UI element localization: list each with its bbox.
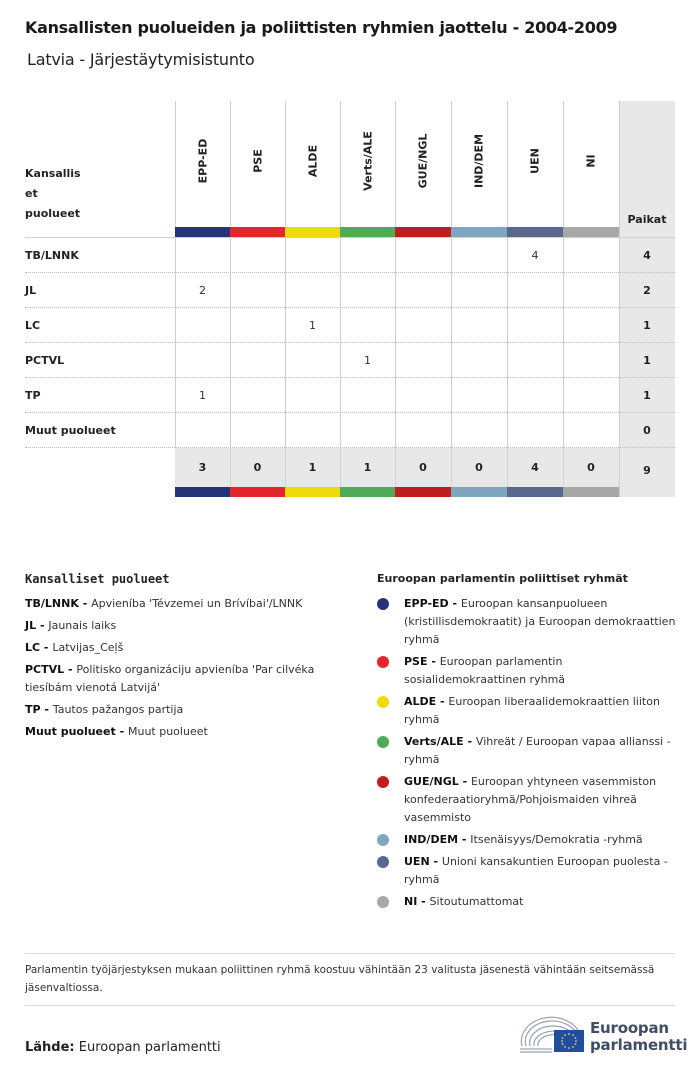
group-legend-item: EPP-ED - Euroopan kansanpuolueen (kristillisdemokraatit) ja Euroopan demokraattien ryhmä — [377, 595, 677, 649]
seat-cell: 1 — [199, 389, 206, 402]
group-legend-item: GUE/NGL - Euroopan yhtyneen vasemmiston konfederaatioryhmä/Pohjoismaiden vihreä vasemmisto — [377, 773, 677, 827]
column-header-vertsale: Verts/ALE — [361, 131, 374, 191]
page-title: Kansallisten puolueiden ja poliittisten ryhmien jaottelu - 2004-2009 — [25, 18, 618, 37]
hemicycle-icon — [518, 1016, 586, 1056]
table-row — [25, 308, 675, 343]
column-header-guengl: GUE/NGL — [416, 133, 430, 189]
table-row — [25, 273, 675, 308]
groups-legend-title: Euroopan parlamentin poliittiset ryhmät — [377, 572, 628, 585]
table-row — [25, 238, 675, 273]
national-legend-item: PCTVL - Politisko organizáciju apvieníba 'Par cilvéka tiesíbám vienotá Latvijá' — [25, 663, 315, 694]
european-parliament-logo — [518, 1016, 688, 1056]
column-divider — [285, 448, 286, 487]
party-label: PCTVL — [25, 354, 65, 367]
row-total: 2 — [643, 284, 651, 297]
national-legend-item: Muut puolueet - Muut puolueet — [25, 725, 208, 738]
page-subtitle: Latvia - Järjestäytymisistunto — [27, 50, 255, 69]
party-label: TP — [25, 389, 41, 402]
group-legend-item: PSE - Euroopan parlamentin sosialidemokraattinen ryhmä — [377, 653, 677, 689]
column-total: 3 — [198, 461, 207, 474]
group-color-bar — [451, 487, 507, 497]
group-legend-item: Verts/ALE - Vihreät / Euroopan vapaa allianssi -ryhmä — [377, 733, 677, 769]
party-label: TB/LNNK — [25, 249, 79, 262]
group-color-bar — [507, 487, 563, 497]
color-dot-icon — [377, 856, 389, 868]
column-header-epped: EPP-ED — [196, 138, 209, 184]
seat-cell: 1 — [364, 354, 371, 367]
national-legend-item: LC - Latvijas_Ceļš — [25, 641, 124, 654]
column-total: 0 — [253, 461, 262, 474]
group-legend-item: IND/DEM - Itsenäisyys/Demokratia -ryhmä — [377, 831, 677, 849]
group-color-bar — [230, 227, 285, 237]
table-row — [25, 413, 675, 448]
column-divider — [340, 448, 341, 487]
grand-total: 9 — [643, 464, 651, 477]
row-total: 1 — [643, 354, 651, 367]
group-color-bar — [451, 227, 507, 237]
group-legend-item: ALDE - Euroopan liberaalidemokraattien liiton ryhmä — [377, 693, 677, 729]
political-groups-legend — [377, 572, 677, 915]
national-legend-item: TP - Tautos pažangos partija — [25, 703, 184, 716]
color-dot-icon — [377, 656, 389, 668]
seat-cell: 2 — [199, 284, 206, 297]
national-legend-item: TB/LNNK - Apvieníba 'Tévzemei un Brívíbai'/LNNK — [25, 597, 303, 610]
color-dot-icon — [377, 696, 389, 708]
national-legend-title: Kansalliset puolueet — [25, 572, 170, 586]
group-legend-item: NI - Sitoutumattomat — [377, 893, 677, 911]
group-color-bar — [340, 487, 395, 497]
color-dot-icon — [377, 598, 389, 610]
column-header-ni: NI — [584, 154, 598, 168]
source-value: Euroopan parlamentti — [78, 1040, 221, 1055]
column-total: 0 — [475, 461, 483, 474]
table-row — [25, 343, 675, 378]
group-legend-item: UEN - Unioni kansakuntien Euroopan puolesta -ryhmä — [377, 853, 677, 889]
row-total: 4 — [643, 249, 651, 262]
column-total: 1 — [308, 461, 317, 474]
group-color-bar — [395, 227, 451, 237]
column-divider — [451, 448, 452, 487]
column-divider — [230, 448, 231, 487]
party-label: Muut puolueet — [25, 424, 116, 437]
group-color-bar — [340, 227, 395, 237]
seat-cell: 1 — [309, 319, 316, 332]
column-divider — [507, 448, 508, 487]
party-label: LC — [25, 319, 41, 332]
divider — [25, 1005, 675, 1006]
row-header-label: Kansallis et puolueet — [25, 167, 81, 220]
column-header-alde: ALDE — [306, 144, 319, 178]
party-label: JL — [25, 284, 37, 297]
column-header-uen: UEN — [528, 148, 542, 174]
color-dot-icon — [377, 834, 389, 846]
divider — [25, 953, 675, 954]
color-dot-icon — [377, 736, 389, 748]
national-legend-item: JL - Jaunais laiks — [25, 619, 117, 632]
group-color-bar — [285, 227, 340, 237]
logo-line-1: Euroopan — [590, 1019, 669, 1037]
table-row — [25, 378, 675, 413]
national-parties-legend — [25, 572, 335, 745]
source-label: Lähde: — [25, 1040, 75, 1055]
column-divider — [563, 448, 564, 487]
footnote: Parlamentin työjärjestyksen mukaan poliittinen ryhmä koostuu vähintään 23 valitusta jäsenestä vähintään seitsemässä jäsenvaltiossa. — [25, 964, 655, 994]
logo-line-2: parlamentti — [590, 1036, 688, 1054]
column-total: 0 — [587, 461, 595, 474]
row-total: 1 — [643, 319, 651, 332]
column-total: 1 — [363, 461, 372, 474]
row-total: 0 — [643, 424, 651, 437]
source — [25, 1040, 221, 1055]
column-total: 4 — [531, 461, 539, 474]
color-dot-icon — [377, 776, 389, 788]
group-color-bar — [395, 487, 451, 497]
total-column-header: Paikat — [627, 213, 667, 226]
seat-cell: 4 — [531, 249, 539, 262]
group-color-bar — [563, 227, 619, 237]
column-total: 0 — [419, 461, 427, 474]
group-color-bar — [563, 487, 619, 497]
column-header-pse: PSE — [251, 149, 264, 173]
group-color-bar — [175, 487, 230, 497]
color-dot-icon — [377, 896, 389, 908]
column-divider — [395, 448, 396, 487]
group-color-bar — [230, 487, 285, 497]
column-header-inddem: IND/DEM — [472, 133, 486, 189]
group-color-bar — [507, 227, 563, 237]
row-total: 1 — [643, 389, 651, 402]
group-color-bar — [175, 227, 230, 237]
group-color-bar — [285, 487, 340, 497]
